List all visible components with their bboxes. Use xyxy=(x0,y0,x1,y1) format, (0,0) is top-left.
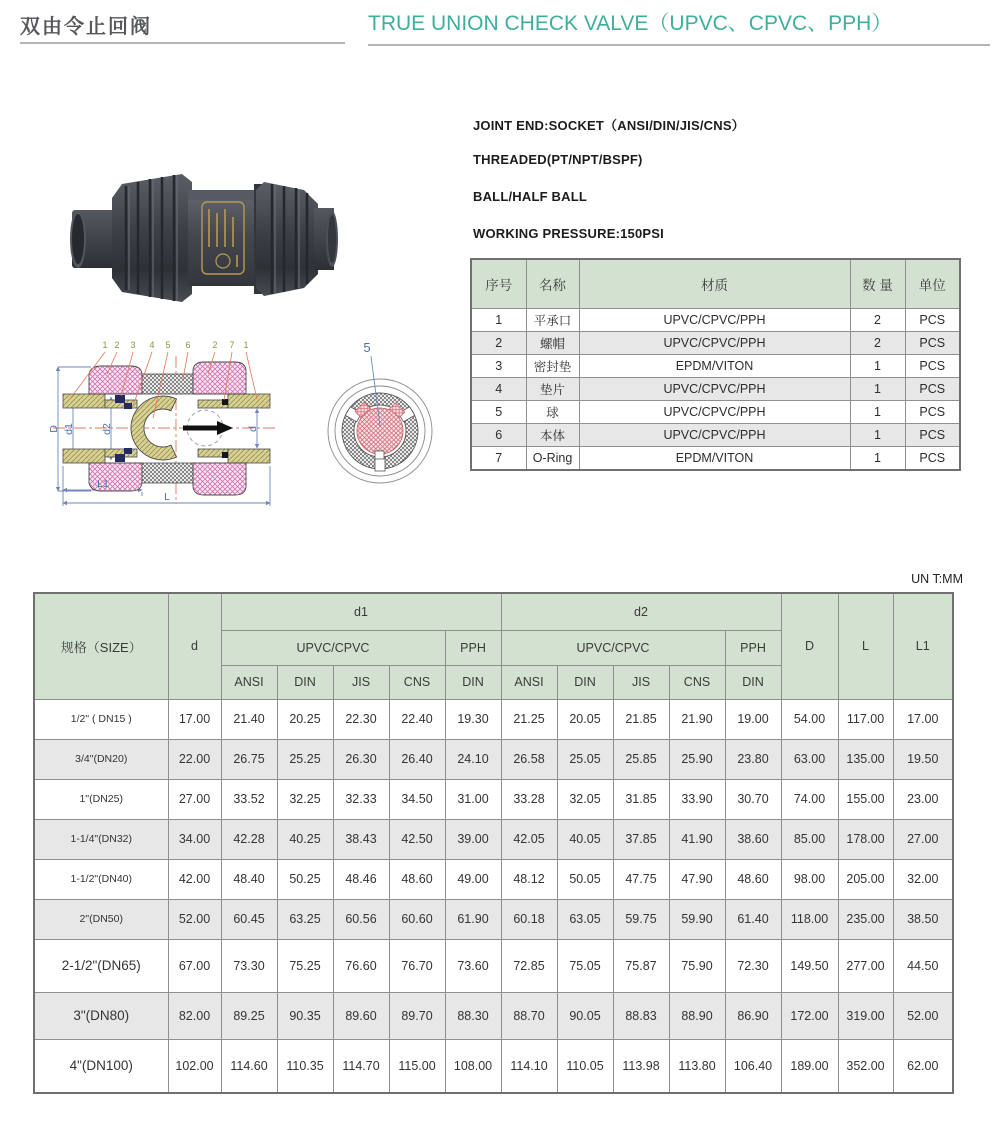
parts-header-name: 名称 xyxy=(526,259,579,309)
parts-header-material: 材质 xyxy=(579,259,850,309)
dim-label-L: L xyxy=(164,491,170,503)
parts-row: 4 垫片 UPVC/CPVC/PPH 1 PCS xyxy=(471,378,960,401)
parts-header-unit: 单位 xyxy=(905,259,960,309)
header-d1-group: d1 xyxy=(221,593,501,630)
dim-row: 2-1/2"(DN65) 67.00 73.30 75.25 76.60 76.70 73.60 72.85 75.05 75.87 75.90 72.30 149.50 277.00 44.50 xyxy=(34,939,953,992)
part-label: 6 xyxy=(185,340,191,350)
header-d2-group: d2 xyxy=(501,593,781,630)
size-cell: 3"(DN80) xyxy=(34,992,168,1039)
right-port xyxy=(314,208,338,270)
part-label: 2 xyxy=(114,340,120,350)
flow-arrow-icon xyxy=(183,421,233,435)
dim-row: 3/4"(DN20) 22.00 26.75 25.25 26.30 26.40 24.10 26.58 25.05 25.85 25.90 23.80 63.00 135.00 19.50 xyxy=(34,739,953,779)
parts-table xyxy=(470,258,961,471)
spec-threaded: THREADED(PT/NPT/BSPF) xyxy=(473,152,643,167)
size-cell: 4"(DN100) xyxy=(34,1039,168,1093)
spec-ball: BALL/HALF BALL xyxy=(473,189,587,204)
parts-header-row xyxy=(471,259,960,309)
dim-row: 1-1/2"(DN40) 42.00 48.40 50.25 48.46 48.60 49.00 48.12 50.05 47.75 47.90 48.60 98.00 205.00 32.00 xyxy=(34,859,953,899)
header-standard: DIN xyxy=(557,665,613,699)
left-union-nut xyxy=(112,174,192,302)
dim-row: 1-1/4"(DN32) 34.00 42.28 40.25 38.43 42.50 39.00 42.05 40.05 37.85 41.90 38.60 85.00 178.00 27.00 xyxy=(34,819,953,859)
cross-section-view xyxy=(48,340,277,506)
parts-header-no: 序号 xyxy=(471,259,526,309)
header-standard: JIS xyxy=(613,665,669,699)
title-underline-right xyxy=(368,44,990,46)
parts-row: 2 螺帽 UPVC/CPVC/PPH 2 PCS xyxy=(471,332,960,355)
size-cell: 1-1/2"(DN40) xyxy=(34,859,168,899)
part-label: 2 xyxy=(212,340,218,350)
size-cell: 1/2" ( DN15 ) xyxy=(34,699,168,739)
end-view-part-label: 5 xyxy=(363,340,371,355)
header-D: D xyxy=(781,593,838,699)
spec-joint-end: JOINT END:SOCKET（ANSI/DIN/JIS/CNS） xyxy=(473,118,745,133)
part-label: 4 xyxy=(149,340,155,350)
size-cell: 2"(DN50) xyxy=(34,899,168,939)
header-pph: PPH xyxy=(725,630,781,665)
dim-row: 3"(DN80) 82.00 89.25 90.35 89.60 89.70 88.30 88.70 90.05 88.83 88.90 86.90 172.00 319.00 52.00 xyxy=(34,992,953,1039)
parts-row: 6 本体 UPVC/CPVC/PPH 1 PCS xyxy=(471,424,960,447)
title-underline-left xyxy=(20,42,345,44)
parts-header-qty: 数 量 xyxy=(850,259,905,309)
dim-label-d2: d2 xyxy=(101,423,113,435)
header-upvc-cpvc: UPVC/CPVC xyxy=(221,630,445,665)
technical-drawing xyxy=(45,334,465,534)
size-cell: 1-1/4"(DN32) xyxy=(34,819,168,859)
end-view xyxy=(328,340,432,483)
size-cell: 2-1/2"(DN65) xyxy=(34,939,168,992)
header-d: d xyxy=(168,593,221,699)
dim-row: 2"(DN50) 52.00 60.45 63.25 60.56 60.60 61.90 60.18 63.05 59.75 59.90 61.40 118.00 235.00 38.50 xyxy=(34,899,953,939)
spec-pressure: WORKING PRESSURE:150PSI xyxy=(473,226,664,241)
header-L: L xyxy=(838,593,893,699)
part-number-labels xyxy=(102,340,248,350)
dim-label-d: d xyxy=(247,426,259,432)
size-cell: 3/4"(DN20) xyxy=(34,739,168,779)
header-upvc-cpvc: UPVC/CPVC xyxy=(501,630,725,665)
header-standard: DIN xyxy=(725,665,781,699)
dimension-table xyxy=(33,592,954,1094)
valve-body xyxy=(188,190,258,286)
dim-row: 1/2" ( DN15 ) 17.00 21.40 20.25 22.30 22.40 19.30 21.25 20.05 21.85 21.90 19.00 54.00 117.00 17.00 xyxy=(34,699,953,739)
part-label: 1 xyxy=(243,340,249,350)
page-title-zh: 双由令止回阀 xyxy=(20,16,152,38)
unit-note: UN T:MM xyxy=(911,572,963,586)
header-standard: DIN xyxy=(277,665,333,699)
size-cell: 1"(DN25) xyxy=(34,779,168,819)
part-label: 1 xyxy=(102,340,108,350)
parts-row: 7 O-Ring EPDM/VITON 1 PCS xyxy=(471,447,960,471)
header-pph: PPH xyxy=(445,630,501,665)
right-union-nut xyxy=(254,182,318,296)
part-label: 3 xyxy=(130,340,136,350)
header-standard: JIS xyxy=(333,665,389,699)
parts-row: 1 平承口 UPVC/CPVC/PPH 2 PCS xyxy=(471,309,960,332)
parts-row: 3 密封垫 EPDM/VITON 1 PCS xyxy=(471,355,960,378)
header-size: 规格（SIZE） xyxy=(34,593,168,699)
header-L1: L1 xyxy=(893,593,953,699)
dim-label-L1: L1 xyxy=(97,478,109,490)
part-label: 5 xyxy=(165,340,171,350)
header-standard: CNS xyxy=(389,665,445,699)
header-standard: DIN xyxy=(445,665,501,699)
header-standard: ANSI xyxy=(221,665,277,699)
dim-label-d1: d1 xyxy=(63,423,75,435)
dim-header-row-1 xyxy=(34,593,953,630)
dim-row: 1"(DN25) 27.00 33.52 32.25 32.33 34.50 31.00 33.28 32.05 31.85 33.90 30.70 74.00 155.00 23.00 xyxy=(34,779,953,819)
page-title-en: TRUE UNION CHECK VALVE（UPVC、CPVC、PPH） xyxy=(368,12,893,35)
header-standard: ANSI xyxy=(501,665,557,699)
header-standard: CNS xyxy=(669,665,725,699)
valve-photo xyxy=(66,160,342,316)
dim-row: 4"(DN100) 102.00 114.60 110.35 114.70 115.00 108.00 114.10 110.05 113.98 113.80 106.40 189.00 352.00 62.00 xyxy=(34,1039,953,1093)
parts-row: 5 球 UPVC/CPVC/PPH 1 PCS xyxy=(471,401,960,424)
dim-label-D: D xyxy=(48,425,60,433)
part-label: 7 xyxy=(229,340,235,350)
